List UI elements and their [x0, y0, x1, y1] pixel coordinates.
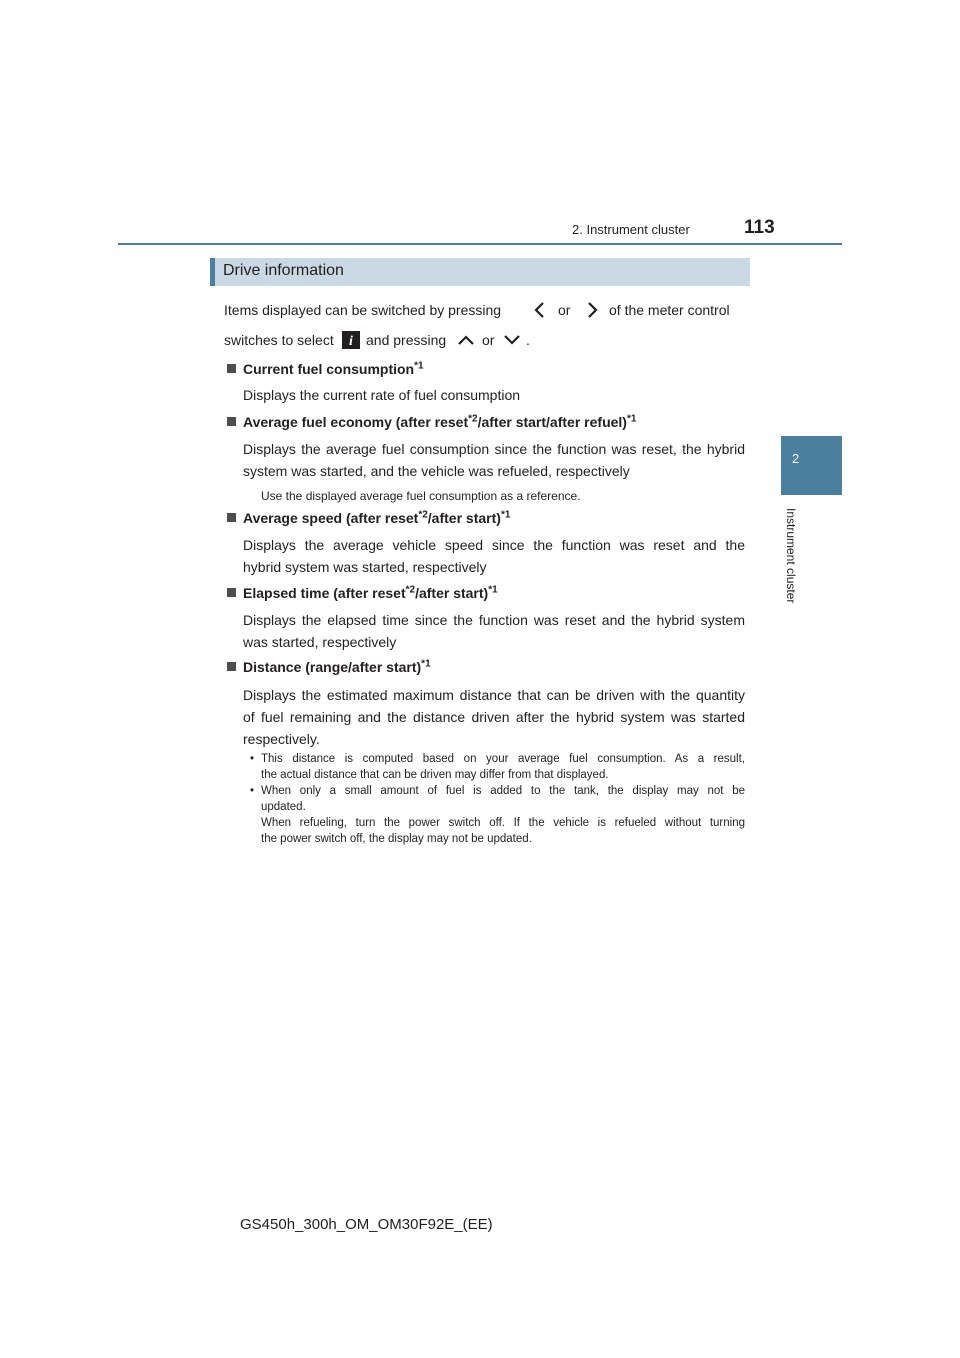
info-icon [342, 331, 360, 349]
note-line: When refueling, turn the power switch off. If the vehicle is refueled without turning [261, 817, 745, 829]
footnote-ref: *2 [418, 509, 428, 521]
note-bullet: • [250, 785, 255, 797]
item-description: Displays the average vehicle speed since the function was reset and the [243, 537, 745, 553]
item-description: Displays the average fuel consumption since the function was reset, the hybrid [243, 441, 745, 457]
note-line: the actual distance that can be driven may differ from that displayed. [261, 769, 609, 781]
item-description: hybrid system was started, respectively [243, 559, 487, 575]
intro-or-1: or [558, 302, 571, 318]
item-heading-average-speed [243, 507, 510, 529]
note-line: When only a small amount of fuel is added to the tank, the display may not be [261, 785, 745, 797]
page-number: 113 [744, 217, 775, 238]
section-heading: Drive information [223, 262, 344, 279]
item-heading-text: Average fuel economy (after reset [243, 414, 469, 430]
item-heading-text: /after start/after refuel) [477, 414, 627, 430]
chevron-up-icon [455, 330, 477, 350]
item-description: Displays the current rate of fuel consumption [243, 387, 521, 403]
item-heading-average-fuel [243, 411, 636, 433]
footnote-ref: *1 [421, 658, 431, 670]
item-heading-text: /after start) [427, 510, 501, 526]
footnote-ref: *1 [500, 509, 511, 521]
item-description: was started, respectively [243, 634, 397, 650]
bullet-square [227, 662, 236, 671]
item-heading-text: /after start) [415, 585, 489, 601]
section-heading-accent [210, 258, 215, 286]
item-heading-text: Elapsed time (after reset [243, 585, 406, 601]
section-title: 2. Instrument cluster [572, 222, 690, 237]
bullet-square [227, 417, 236, 426]
svg-text:i: i [349, 334, 353, 349]
item-note: Use the displayed average fuel consumption as a reference. [261, 489, 581, 503]
chevron-left-icon [529, 300, 551, 320]
item-description: Displays the estimated maximum distance that can be driven with the quantity [243, 687, 745, 703]
intro-end: . [526, 332, 530, 348]
item-heading-text: Distance (range/after start) [243, 659, 422, 675]
intro-text-4: and pressing [366, 332, 447, 348]
chapter-side-label-text: Instrument cluster [784, 508, 798, 604]
chapter-tab-number: 2 [792, 451, 800, 466]
note-bullet: • [250, 753, 255, 765]
item-heading-current-fuel [243, 358, 424, 380]
footnote-ref: *1 [488, 584, 498, 596]
chapter-tab [781, 436, 842, 495]
bullet-square [227, 588, 236, 597]
footnote-ref: *1 [414, 360, 424, 372]
intro-text-2: of the meter control [609, 302, 730, 318]
item-description: system was started, and the vehicle was refueled, respectively [243, 463, 630, 479]
chevron-down-icon [501, 330, 523, 350]
footnote-ref: *1 [626, 413, 637, 425]
bullet-square [227, 513, 236, 522]
intro-or-2: or [482, 332, 495, 348]
chevron-right-icon [581, 300, 603, 320]
item-heading-text: Average speed (after reset [243, 510, 419, 526]
chapter-side-label [784, 508, 800, 628]
note-line: updated. [261, 801, 306, 813]
item-description: respectively. [243, 731, 320, 747]
bullet-square [227, 364, 236, 373]
note-line: This distance is computed based on your average fuel consumption. As a result, [261, 753, 745, 765]
item-description: Displays the elapsed time since the function was reset and the hybrid system [243, 612, 745, 628]
item-heading-elapsed-time [243, 582, 498, 604]
note-line: the power switch off, the display may not be updated. [261, 833, 532, 845]
item-description: of fuel remaining and the distance driven after the hybrid system was started [243, 709, 745, 725]
intro-text-3: switches to select [224, 332, 334, 348]
footnote-ref: *2 [405, 584, 416, 596]
document-code: GS450h_300h_OM_OM30F92E_(EE) [240, 1216, 493, 1233]
footnote-ref: *2 [468, 413, 478, 425]
header-rule [118, 243, 842, 245]
item-heading-distance [243, 656, 431, 678]
item-heading-text: Current fuel consumption [243, 361, 415, 377]
intro-text-1: Items displayed can be switched by pressing [224, 302, 502, 318]
